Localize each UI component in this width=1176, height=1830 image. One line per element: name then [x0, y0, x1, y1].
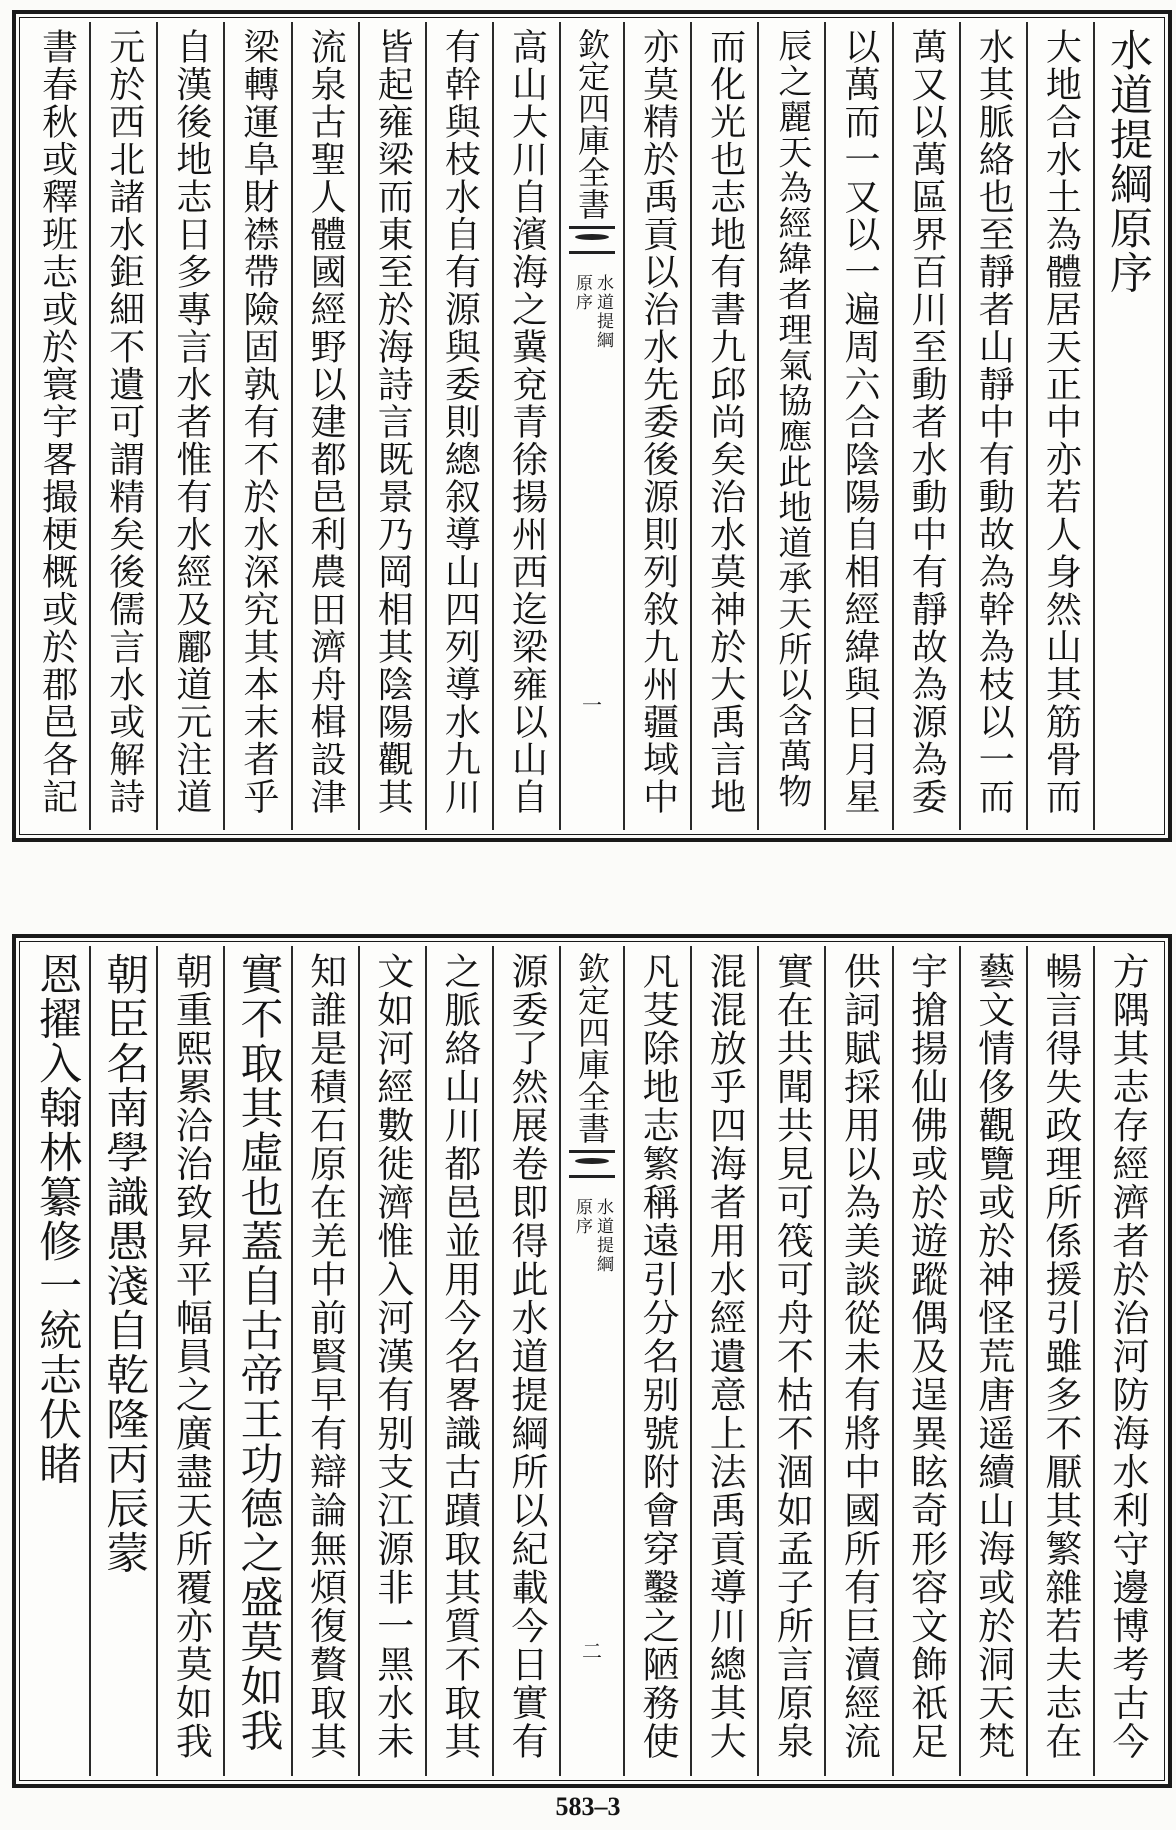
text-column — [690, 22, 757, 830]
text-column-line: 元於西北諸水鉅細不遺可謂精矣後儒言水或解詩 — [103, 28, 145, 816]
text-column — [757, 946, 824, 1776]
text-column-line: 實在共聞共見可筏可舟不枯不涸如孟子所言原泉 — [770, 952, 814, 1761]
center-title: 欽定四庫全書 — [573, 28, 611, 220]
text-column-line: 藝文情侈觀覽或於神怪荒唐遥續山海或於洞天梵 — [971, 952, 1015, 1761]
text-column-line: 供詞賦採用以為美談從未有將中國所有巨瀆經流 — [837, 952, 881, 1761]
upper-columns — [24, 22, 1160, 830]
text-column — [1026, 22, 1093, 830]
text-column — [623, 946, 690, 1776]
center-subtitle-line: 原序 — [572, 274, 592, 312]
text-column — [425, 22, 492, 830]
center-subtitle-line: 水道提綱 — [593, 1198, 613, 1274]
text-column-line: 辰之麗天為經緯者理氣協應此地道承天所以含萬物 — [771, 28, 812, 809]
text-column-line: 大地合水土為體居天正中亦若人身然山其筋骨而 — [1040, 28, 1082, 816]
text-column-line: 混混放乎四海者用水經遺意上法禹貢導川總其大 — [703, 952, 747, 1761]
folio-number: 二 — [582, 1639, 602, 1663]
text-column-line: 自漢後地志日多專言水者惟有水經及酈道元注道 — [170, 28, 212, 816]
center-subtitle-line: 原序 — [572, 1198, 592, 1236]
center-title: 欽定四庫全書 — [573, 952, 611, 1144]
text-column-line: 萬又以萬區界百川至動者水動中有靜故為源為委 — [906, 28, 948, 816]
text-column — [959, 946, 1026, 1776]
text-column-line: 恩擢入翰林纂修一統志伏睹 — [32, 952, 83, 1486]
page-footer-label: 583–3 — [555, 1792, 621, 1821]
center-subtitle — [573, 274, 611, 350]
text-column — [291, 946, 358, 1776]
text-column-line: 朝重熙累洽治致昇平幅員之廣盡天所覆亦莫如我 — [169, 952, 213, 1761]
text-column-line: 實不取其虛也蓋自古帝王功德之盛莫如我 — [233, 952, 284, 1753]
text-column-line: 以萬而一又以一遍周六合陰陽自相經緯與日月星 — [838, 28, 880, 816]
text-column-line: 梁轉運阜財襟帶險固孰有不於水深究其本末者乎 — [237, 28, 279, 816]
text-column — [492, 22, 559, 830]
text-column — [425, 946, 492, 1776]
text-column-line: 水道提綱原序 — [1102, 28, 1153, 295]
text-column — [1026, 946, 1093, 1776]
lower-columns — [24, 946, 1160, 1776]
text-column — [824, 946, 891, 1776]
text-column — [623, 22, 690, 830]
text-column — [1093, 946, 1160, 1776]
text-column — [358, 22, 425, 830]
text-column — [156, 22, 223, 830]
text-column-line: 皆起雍梁而東至於海詩言既景乃岡相其陰陽觀其 — [372, 28, 414, 816]
text-column-line: 源委了然展卷即得此水道提綱所以紀載今日實有 — [504, 952, 548, 1761]
center-subtitle — [573, 1198, 611, 1274]
text-column — [156, 946, 223, 1776]
text-column-line: 而化光也志地有書九邱尚矣治水莫神於大禹言地 — [704, 28, 746, 816]
text-column-line: 亦莫精於禹貢以治水先委後源則列敘九州疆域中 — [637, 28, 679, 816]
fish-tail-ornament-icon — [569, 1150, 615, 1178]
text-column-line: 水其脈絡也至靜者山靜中有動故為幹為枝以一而 — [973, 28, 1015, 816]
text-column — [824, 22, 891, 830]
text-column-line: 書春秋或釋班志或於寰宇畧撮梗概或於郡邑各記 — [36, 28, 78, 816]
text-column-line: 之脈絡山川都邑並用今名畧識古蹟取其質不取其 — [437, 952, 481, 1761]
text-column — [358, 946, 425, 1776]
text-column — [89, 946, 156, 1776]
text-column — [959, 22, 1026, 830]
text-column-line: 朝臣名南學識愚淺自乾隆丙辰蒙 — [99, 952, 150, 1575]
center-subtitle-line: 水道提綱 — [593, 274, 613, 350]
text-column — [757, 22, 824, 830]
text-column — [492, 946, 559, 1776]
text-column — [223, 946, 290, 1776]
text-column — [223, 22, 290, 830]
text-column — [1093, 22, 1160, 830]
text-column-line: 知誰是積石原在羌中前賢早有辯論無煩復贅取其 — [303, 952, 347, 1761]
text-column — [89, 22, 156, 830]
text-column — [24, 22, 89, 830]
text-column — [24, 946, 89, 1776]
fish-tail-ornament-icon — [569, 226, 615, 254]
text-column-line: 文如河經數徙濟惟入河漢有别支江源非一黑水未 — [370, 952, 414, 1761]
text-column-line: 高山大川自濱海之冀兗青徐揚州西迄梁雍以山自 — [506, 28, 548, 816]
lower-page — [12, 934, 1172, 1788]
text-column — [892, 22, 959, 830]
upper-page — [12, 10, 1172, 842]
center-margin-column — [559, 22, 623, 830]
center-margin-column — [559, 946, 623, 1776]
text-column-line: 凡芟除地志繁稱遠引分名别號附會穿鑿之陋務使 — [636, 952, 680, 1761]
text-column-line: 方隅其志存經濟者於治河防海水利守邊博考古今 — [1105, 952, 1149, 1761]
text-column-line: 暢言得失政理所係援引雖多不厭其繁雜若夫志在 — [1038, 952, 1082, 1761]
text-column-line: 有幹與枝水自有源與委則總叙導山四列導水九川 — [439, 28, 481, 816]
text-column — [291, 22, 358, 830]
folio-number: 一 — [582, 693, 602, 717]
text-column-line: 流泉古聖人體國經野以建都邑利農田濟舟楫設津 — [305, 28, 347, 816]
text-column-line: 宇搶揚仙佛或於遊蹤偶及逞異眩奇形容文飾祇足 — [904, 952, 948, 1761]
text-column — [892, 946, 959, 1776]
text-column — [690, 946, 757, 1776]
